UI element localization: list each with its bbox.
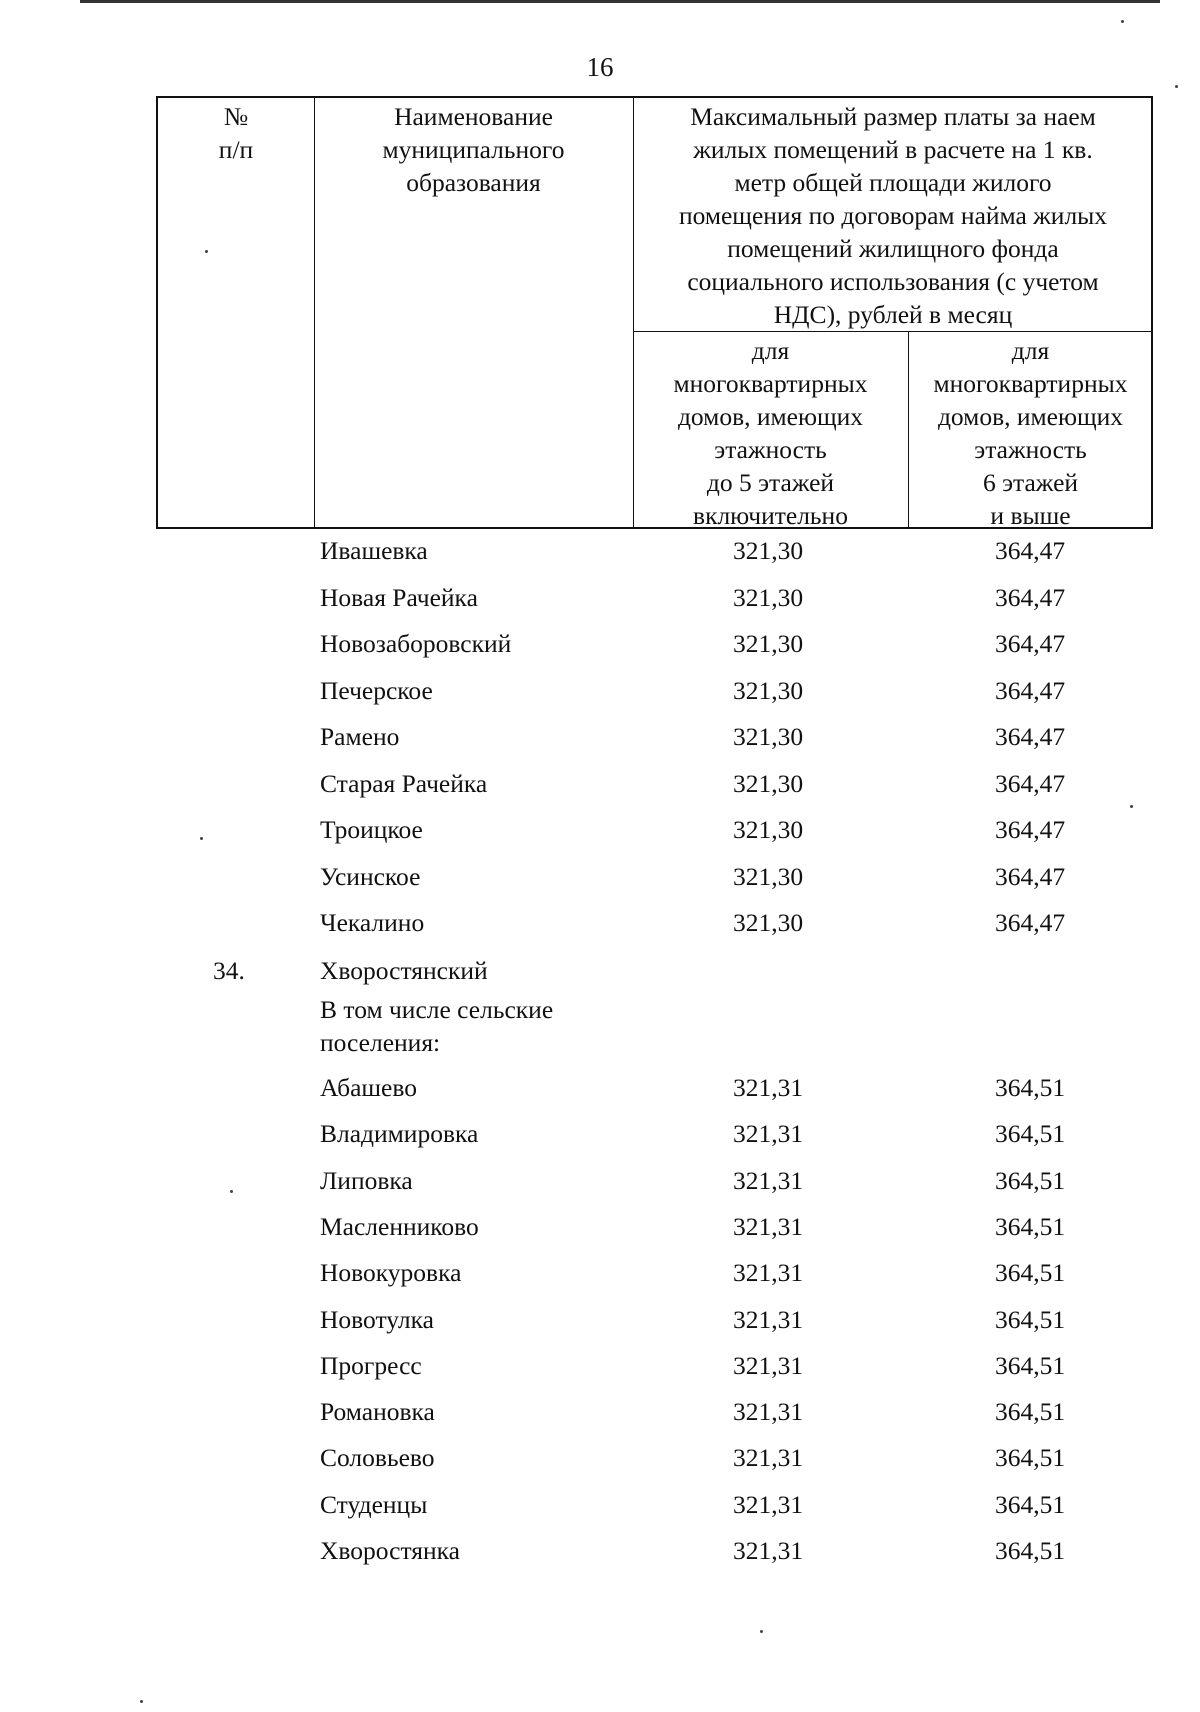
settlement-name: Новокуровка [320,1258,462,1288]
value-6-floors-and-above: 364,51 [994,1258,1066,1288]
value-up-to-5-floors: 321,31 [732,1443,804,1473]
value-up-to-5-floors: 321,30 [732,675,804,705]
value-up-to-5-floors: 321,31 [732,1489,804,1519]
header-col-number: № п/п [218,102,254,164]
value-6-floors-and-above: 364,47 [994,815,1066,844]
value-up-to-5-floors: 321,30 [732,861,804,891]
settlement-name: Новозаборовский [320,629,512,658]
value-up-to-5-floors: 321,31 [732,1211,804,1241]
settlement-name: Печерское [320,675,433,705]
table-row [0,761,1200,807]
table-header [156,96,1153,529]
table-row [0,528,1200,574]
table-row [0,575,1200,621]
header-col-up-to-5-floors: для многоквартирных домов, имеющих этажность до 5 этажей включительно [673,336,868,530]
settlement-name: Соловьево [320,1443,435,1473]
value-6-floors-and-above: 364,51 [994,1489,1066,1519]
table-row [0,807,1200,853]
table-row [0,1389,1200,1435]
value-6-floors-and-above: 364,47 [994,908,1066,937]
value-6-floors-and-above: 364,47 [994,582,1066,612]
scan-speck [1175,85,1178,88]
scan-speck [1121,20,1124,23]
value-6-floors-and-above: 364,51 [994,1211,1066,1241]
table-row [0,621,1200,667]
value-6-floors-and-above: 364,47 [994,722,1066,751]
page-number: 16 [586,52,614,82]
settlement-name: Рамено [320,722,400,751]
value-up-to-5-floors: 321,31 [732,1350,804,1380]
scan-speck [1130,805,1133,808]
value-up-to-5-floors: 321,30 [732,536,804,565]
value-up-to-5-floors: 321,31 [732,1397,804,1427]
settlement-name: Масленниково [320,1211,479,1241]
settlement-name: Новотулка [320,1304,434,1334]
table-row [0,1204,1200,1250]
value-6-floors-and-above: 364,47 [994,768,1066,798]
table-row [0,1297,1200,1343]
settlement-name: Старая Рачейка [320,768,488,798]
district-row [0,948,1200,994]
top-rule [80,0,1160,3]
settlement-name: Чекалино [320,908,425,937]
settlement-name: Усинское [320,861,421,891]
value-6-floors-and-above: 364,51 [994,1165,1066,1195]
value-up-to-5-floors: 321,31 [732,1073,804,1102]
value-up-to-5-floors: 321,31 [732,1119,804,1149]
settlement-name: Новая Рачейка [320,582,478,612]
settlement-name: Липовка [320,1165,413,1195]
value-6-floors-and-above: 364,47 [994,861,1066,891]
settlement-name: Студенцы [320,1489,428,1519]
settlement-name: Троицкое [320,815,423,844]
settlement-name: Прогресс [320,1350,422,1380]
settlement-name: Романовка [320,1397,435,1427]
table-row [0,1111,1200,1157]
value-6-floors-and-above: 364,51 [994,1397,1066,1427]
value-6-floors-and-above: 364,51 [994,1119,1066,1149]
value-up-to-5-floors: 321,30 [732,908,804,937]
header-col-max-payment: Максимальный размер платы за наем жилых помещений в расчете на 1 кв. метр общей площади жилого помещения по договорам найма жилых помещений жилищного фонда социального использования (с учетом НДС), рублей в месяц [678,102,1108,329]
value-6-floors-and-above: 364,51 [994,1443,1066,1473]
table-row [0,900,1200,946]
value-6-floors-and-above: 364,51 [994,1536,1066,1565]
value-up-to-5-floors: 321,30 [732,629,804,658]
table-row [0,1435,1200,1481]
settlement-name: Абашево [320,1073,417,1102]
settlement-name: Ивашевка [320,536,428,565]
settlement-name: Хворостянка [320,1536,460,1565]
value-up-to-5-floors: 321,31 [732,1258,804,1288]
header-col-6-floors-and-above: для многоквартирных домов, имеющих этажность 6 этажей и выше [933,336,1128,530]
value-6-floors-and-above: 364,51 [994,1350,1066,1380]
district-note: В том числе сельские поселения: [320,995,554,1057]
value-up-to-5-floors: 321,30 [732,582,804,612]
table-row [0,1528,1200,1574]
value-up-to-5-floors: 321,31 [732,1536,804,1565]
district-name: Хворостянский [320,956,488,985]
value-6-floors-and-above: 364,51 [994,1073,1066,1102]
table-row [0,668,1200,714]
scan-speck [205,250,208,253]
table-row [0,854,1200,900]
scan-speck [140,1700,143,1703]
value-6-floors-and-above: 364,47 [994,629,1066,658]
value-6-floors-and-above: 364,47 [994,536,1066,565]
table-row [0,1158,1200,1204]
settlement-name: Владимировка [320,1119,479,1149]
table-row [0,1250,1200,1296]
scan-speck [200,837,203,840]
value-up-to-5-floors: 321,31 [732,1304,804,1334]
table-row [0,1343,1200,1389]
table-row [0,1482,1200,1528]
scan-speck [230,1190,233,1193]
value-up-to-5-floors: 321,30 [732,768,804,798]
table-row [0,714,1200,760]
scan-speck [760,1630,763,1633]
header-divider [633,331,1151,332]
value-up-to-5-floors: 321,30 [732,722,804,751]
value-up-to-5-floors: 321,31 [732,1165,804,1195]
value-up-to-5-floors: 321,30 [732,815,804,844]
value-6-floors-and-above: 364,51 [994,1304,1066,1334]
value-6-floors-and-above: 364,47 [994,675,1066,705]
header-col-name: Наименование муниципального образования [382,102,565,197]
table-row [0,1065,1200,1111]
district-number: 34. [213,956,245,985]
